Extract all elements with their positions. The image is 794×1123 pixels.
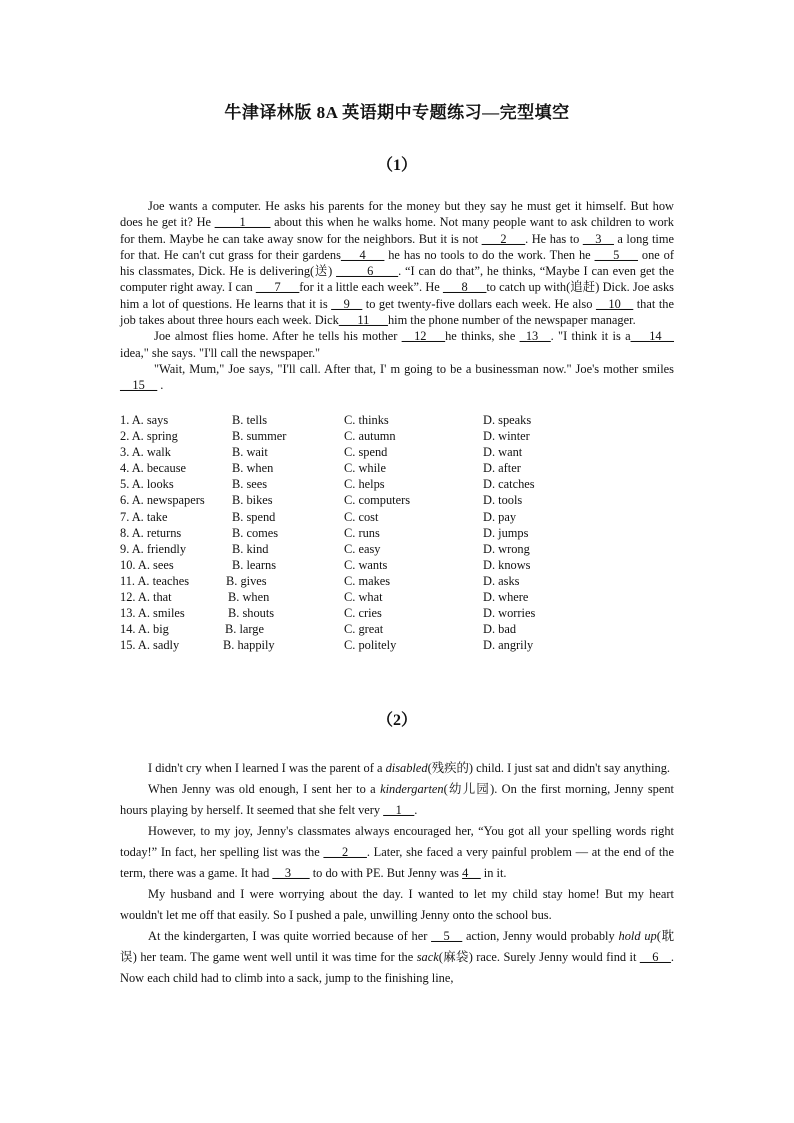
passage-1-paragraph-2: Joe almost flies home. After he tells his mother __12___he thinks, she _13__. "I think it is a___14__ idea," she says. "I'll call the newspaper." (120, 329, 674, 360)
passage-2-paragraph-3: However, to my joy, Jenny's classmates always encouraged her, “You got all your spelling words right today!” In fact, her spelling list was the ___2___. Later, she faced a very painful problem — at the end of the term, there was a game. It had __3___ to do with PE. But Jenny was 4__ in it. (120, 824, 674, 880)
passage-2-paragraph-1: I didn't cry when I learned I was the parent of a disabled(残疾的) child. I just sat and didn't say anything. (148, 761, 671, 775)
blank-13: _13__ (519, 329, 551, 344)
option-row: 6. A. newspapers B. bikes C. computers D. tools (120, 493, 523, 508)
option-row: 13. A. smiles B. shouts C. cries D. worries (120, 606, 536, 621)
option-row: 15. A. sadly B. happily C. politely D. angrily (120, 638, 534, 653)
passage-2-paragraph-4: My husband and I were worrying about the day. I wanted to let my child stay home! But my heart wouldn't let me off that easily. So I pushed a pale, unwilling Jenny onto the school bus. (120, 887, 674, 922)
option-row: 4. A. because B. when C. while D. after (120, 461, 521, 476)
blank-7: ___7___ (255, 280, 300, 295)
blank-15: __15__ (120, 378, 158, 393)
blank-8: ___8___ (442, 280, 487, 295)
option-row: 11. A. teaches B. gives C. makes D. asks (120, 573, 520, 588)
section-1-label: （1） (376, 157, 417, 174)
blank-2: ___2___ (323, 845, 367, 859)
blank-6: _____6____ (336, 264, 399, 279)
document-title: 牛津译林版 8A 英语期中专题练习—完型填空 (224, 103, 570, 122)
option-row: 10. A. sees B. learns C. wants D. knows (120, 557, 531, 572)
option-row: 3. A. walk B. wait C. spend D. want (120, 445, 523, 460)
blank-12: __12___ (401, 329, 446, 344)
options-list (120, 412, 680, 653)
blank-5: ___5___ (594, 247, 638, 262)
blank-3: __3___ (272, 866, 310, 880)
passage-2 (120, 758, 674, 989)
option-row: 9. A. friendly B. kind C. easy D. wrong (120, 541, 530, 556)
blank-11: ___11___ (338, 313, 388, 328)
option-row: 2. A. spring B. summer C. autumn D. winter (120, 429, 530, 444)
section-2-label: （2） (376, 712, 417, 729)
passage-1 (120, 198, 674, 394)
blank-1: __1__ (383, 803, 415, 817)
option-row: 12. A. that B. when C. what D. where (120, 590, 529, 605)
passage-1-paragraph-1: Joe wants a computer. He asks his parents for the money but they say he must get it himself. But how does he get it? He ____1____ about this when he walks home. Not many people want to ask children to work for them. Maybe he can take away snow for the neighbors. But it is not ___2___. He has to __3__ a long time for that. He can't cut grass for their gardens___4___ he has no tools to do the work. Then he ___5___ one of his classmates, Dick. He is delivering(送) _____6____. “I can do that”, he thinks, “Maybe I can even get the computer right away. I can ___7___for it a little each week”. He ___8___to catch up with(追赶) Dick. Joe asks him a lot of questions. He learns that it is __9__ to get twenty-five dollars each week. He also __10__ that the job takes about three hours each week. Dick___11___him the phone number of the newspaper manager. (120, 199, 675, 328)
blank-4: ___4___ (340, 247, 385, 262)
blank-4: 4__ (462, 866, 481, 880)
blank-9: __9__ (331, 296, 363, 311)
blank-2: ___2___ (481, 231, 526, 246)
blank-3: __3__ (582, 231, 614, 246)
blank-10: __10__ (596, 296, 634, 311)
blank-5: __5__ (431, 929, 463, 943)
blank-14: ___14__ (630, 329, 674, 344)
option-row: 14. A. big B. large C. great D. bad (120, 622, 517, 637)
option-row: 7. A. take B. spend C. cost D. pay (120, 509, 517, 524)
passage-2-paragraph-5: At the kindergarten, I was quite worried because of her __5__ action, Jenny would probably hold up(耽误) her team. The game went well until it was time for the sack(麻袋) race. Surely Jenny would find it __6__. Now each child had to climb into a sack, jump to the finishing line, (120, 929, 674, 985)
blank-1: ____1____ (214, 215, 271, 230)
passage-2-paragraph-2: When Jenny was old enough, I sent her to a kindergarten(幼儿园). On the first morning, Jenny spent hours playing by herself. It seemed that she felt very __1__. (120, 782, 674, 817)
option-row: 1. A. says B. tells C. thinks D. speaks (120, 413, 532, 427)
passage-1-paragraph-3: "Wait, Mum," Joe says, "I'll call. After that, I' m going to be a businessman now." Joe's mother smiles __15__ . (120, 361, 674, 393)
option-row: 5. A. looks B. sees C. helps D. catches (120, 477, 535, 492)
option-row: 8. A. returns B. comes C. runs D. jumps (120, 525, 529, 540)
blank-6: __6__ (639, 950, 671, 964)
